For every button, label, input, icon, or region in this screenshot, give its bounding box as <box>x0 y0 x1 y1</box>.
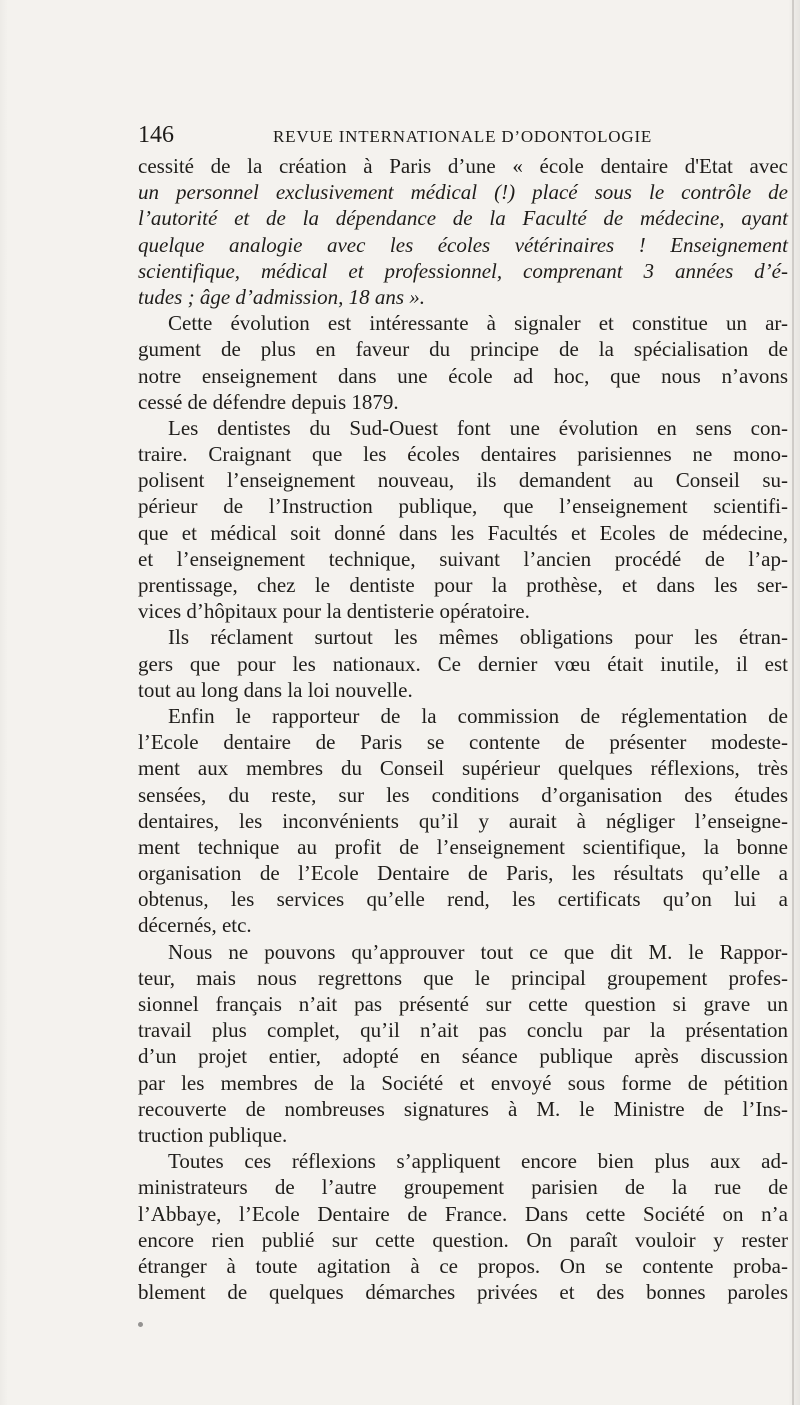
page-header <box>138 120 778 152</box>
text-line: blement de quelques démarches privées et des bonnes paroles <box>138 1280 788 1305</box>
ink-speck <box>138 1322 143 1327</box>
text-line: périeur de l’Instruction publique, que l’enseignement scientifi- <box>138 494 788 519</box>
text-line: ment aux membres du Conseil supérieur quelques réflexions, très <box>138 756 788 781</box>
text-line: Cette évolution est intéressante à signaler et constitue un ar- <box>168 311 788 336</box>
text-line: obtenus, les services qu’elle rend, les certificats qu’on lui a <box>138 887 788 912</box>
text-line: l’Abbaye, l’Ecole Dentaire de France. Dans cette Société on n’a <box>138 1201 788 1226</box>
text-line: étranger à toute agitation à ce propos. On se contente proba- <box>138 1253 788 1278</box>
text-line: d’un projet entier, adopté en séance publique après discussion <box>138 1044 788 1069</box>
text-line: polisent l’enseignement nouveau, ils demandent au Conseil su- <box>138 468 788 493</box>
text-line: encore rien publié sur cette question. On paraît vouloir y rester <box>138 1227 788 1252</box>
body-text <box>138 153 788 1305</box>
text-line: tout au long dans la loi nouvelle. <box>138 677 413 702</box>
page-edge-shadow <box>792 0 794 1405</box>
text-line: par les membres de la Société et envoyé sous forme de pétition <box>138 1070 788 1095</box>
text-line: gers que pour les nationaux. Ce dernier vœu était inutile, il est <box>138 651 788 676</box>
text-line: truction publique. <box>138 1122 288 1147</box>
text-line: Nous ne pouvons qu’approuver tout ce que dit M. le Rappor- <box>168 939 788 964</box>
text-line: scientifique, médical et professionnel, comprenant 3 années d’é- <box>138 258 788 283</box>
text-line: prentissage, chez le dentiste pour la prothèse, et dans les ser- <box>138 573 788 597</box>
text-line: ministrateurs de l’autre groupement parisien de la rue de <box>138 1175 788 1200</box>
text-line: un personnel exclusivement médical (!) placé sous le contrôle de <box>138 180 788 205</box>
text-line: l’Ecole dentaire de Paris se contente de présenter modeste- <box>138 730 788 755</box>
text-line: décernés, etc. <box>138 913 252 938</box>
text-line: notre enseignement dans une école ad hoc, que nous n’avons <box>138 363 788 388</box>
text-line: Toutes ces réflexions s’appliquent encore bien plus aux ad- <box>168 1149 788 1174</box>
text-line: l’autorité et de la dépendance de la Faculté de médecine, ayant <box>138 206 788 231</box>
text-line: dentaires, les inconvénients qu’il y aurait à négliger l’enseigne- <box>138 808 788 833</box>
text-line: gument de plus en faveur du principe de la spécialisation de <box>138 337 788 362</box>
text-line: traire. Craignant que les écoles dentaires parisiennes ne mono- <box>138 442 788 467</box>
text-line: Ils réclament surtout les mêmes obligations pour les étran- <box>168 625 788 650</box>
running-head: REVUE INTERNATIONALE D’ODONTOLOGIE <box>273 127 653 146</box>
text-line: travail plus complet, qu’il n’ait pas conclu par la présentation <box>138 1018 788 1043</box>
text-line: vices d’hôpitaux pour la dentisterie opératoire. <box>138 599 530 624</box>
text-line: que et médical soit donné dans les Facultés et Ecoles de médecine, <box>138 520 788 545</box>
text-line: organisation de l’Ecole Dentaire de Paris, les résultats qu’elle a <box>138 861 788 886</box>
text-line: sensées, du reste, sur les conditions d’organisation des études <box>138 782 788 807</box>
text-line: teur, mais nous regrettons que le principal groupement profes- <box>138 965 788 990</box>
page-number: 146 <box>138 122 174 148</box>
text-line: cessité de la création à Paris d’une « école dentaire d'Etat avec <box>138 154 788 178</box>
text-line: et l’enseignement technique, suivant l’ancien procédé de l’ap- <box>138 546 788 571</box>
text-line: Enfin le rapporteur de la commission de réglementation de <box>168 703 788 728</box>
text-line: Les dentistes du Sud-Ouest font une évolution en sens con- <box>168 415 788 440</box>
text-line: sionnel français n’ait pas présenté sur cette question si grave un <box>138 992 788 1016</box>
text-line: cessé de défendre depuis 1879. <box>138 389 399 414</box>
text-line: tudes ; âge d’admission, 18 ans ». <box>138 284 425 309</box>
text-line: quelque analogie avec les écoles vétérinaires ! Enseignement <box>138 232 788 257</box>
text-line: recouverte de nombreuses signatures à M. le Ministre de l’Ins- <box>138 1096 788 1121</box>
text-line: ment technique au profit de l’enseignement scientifique, la bonne <box>138 834 788 859</box>
